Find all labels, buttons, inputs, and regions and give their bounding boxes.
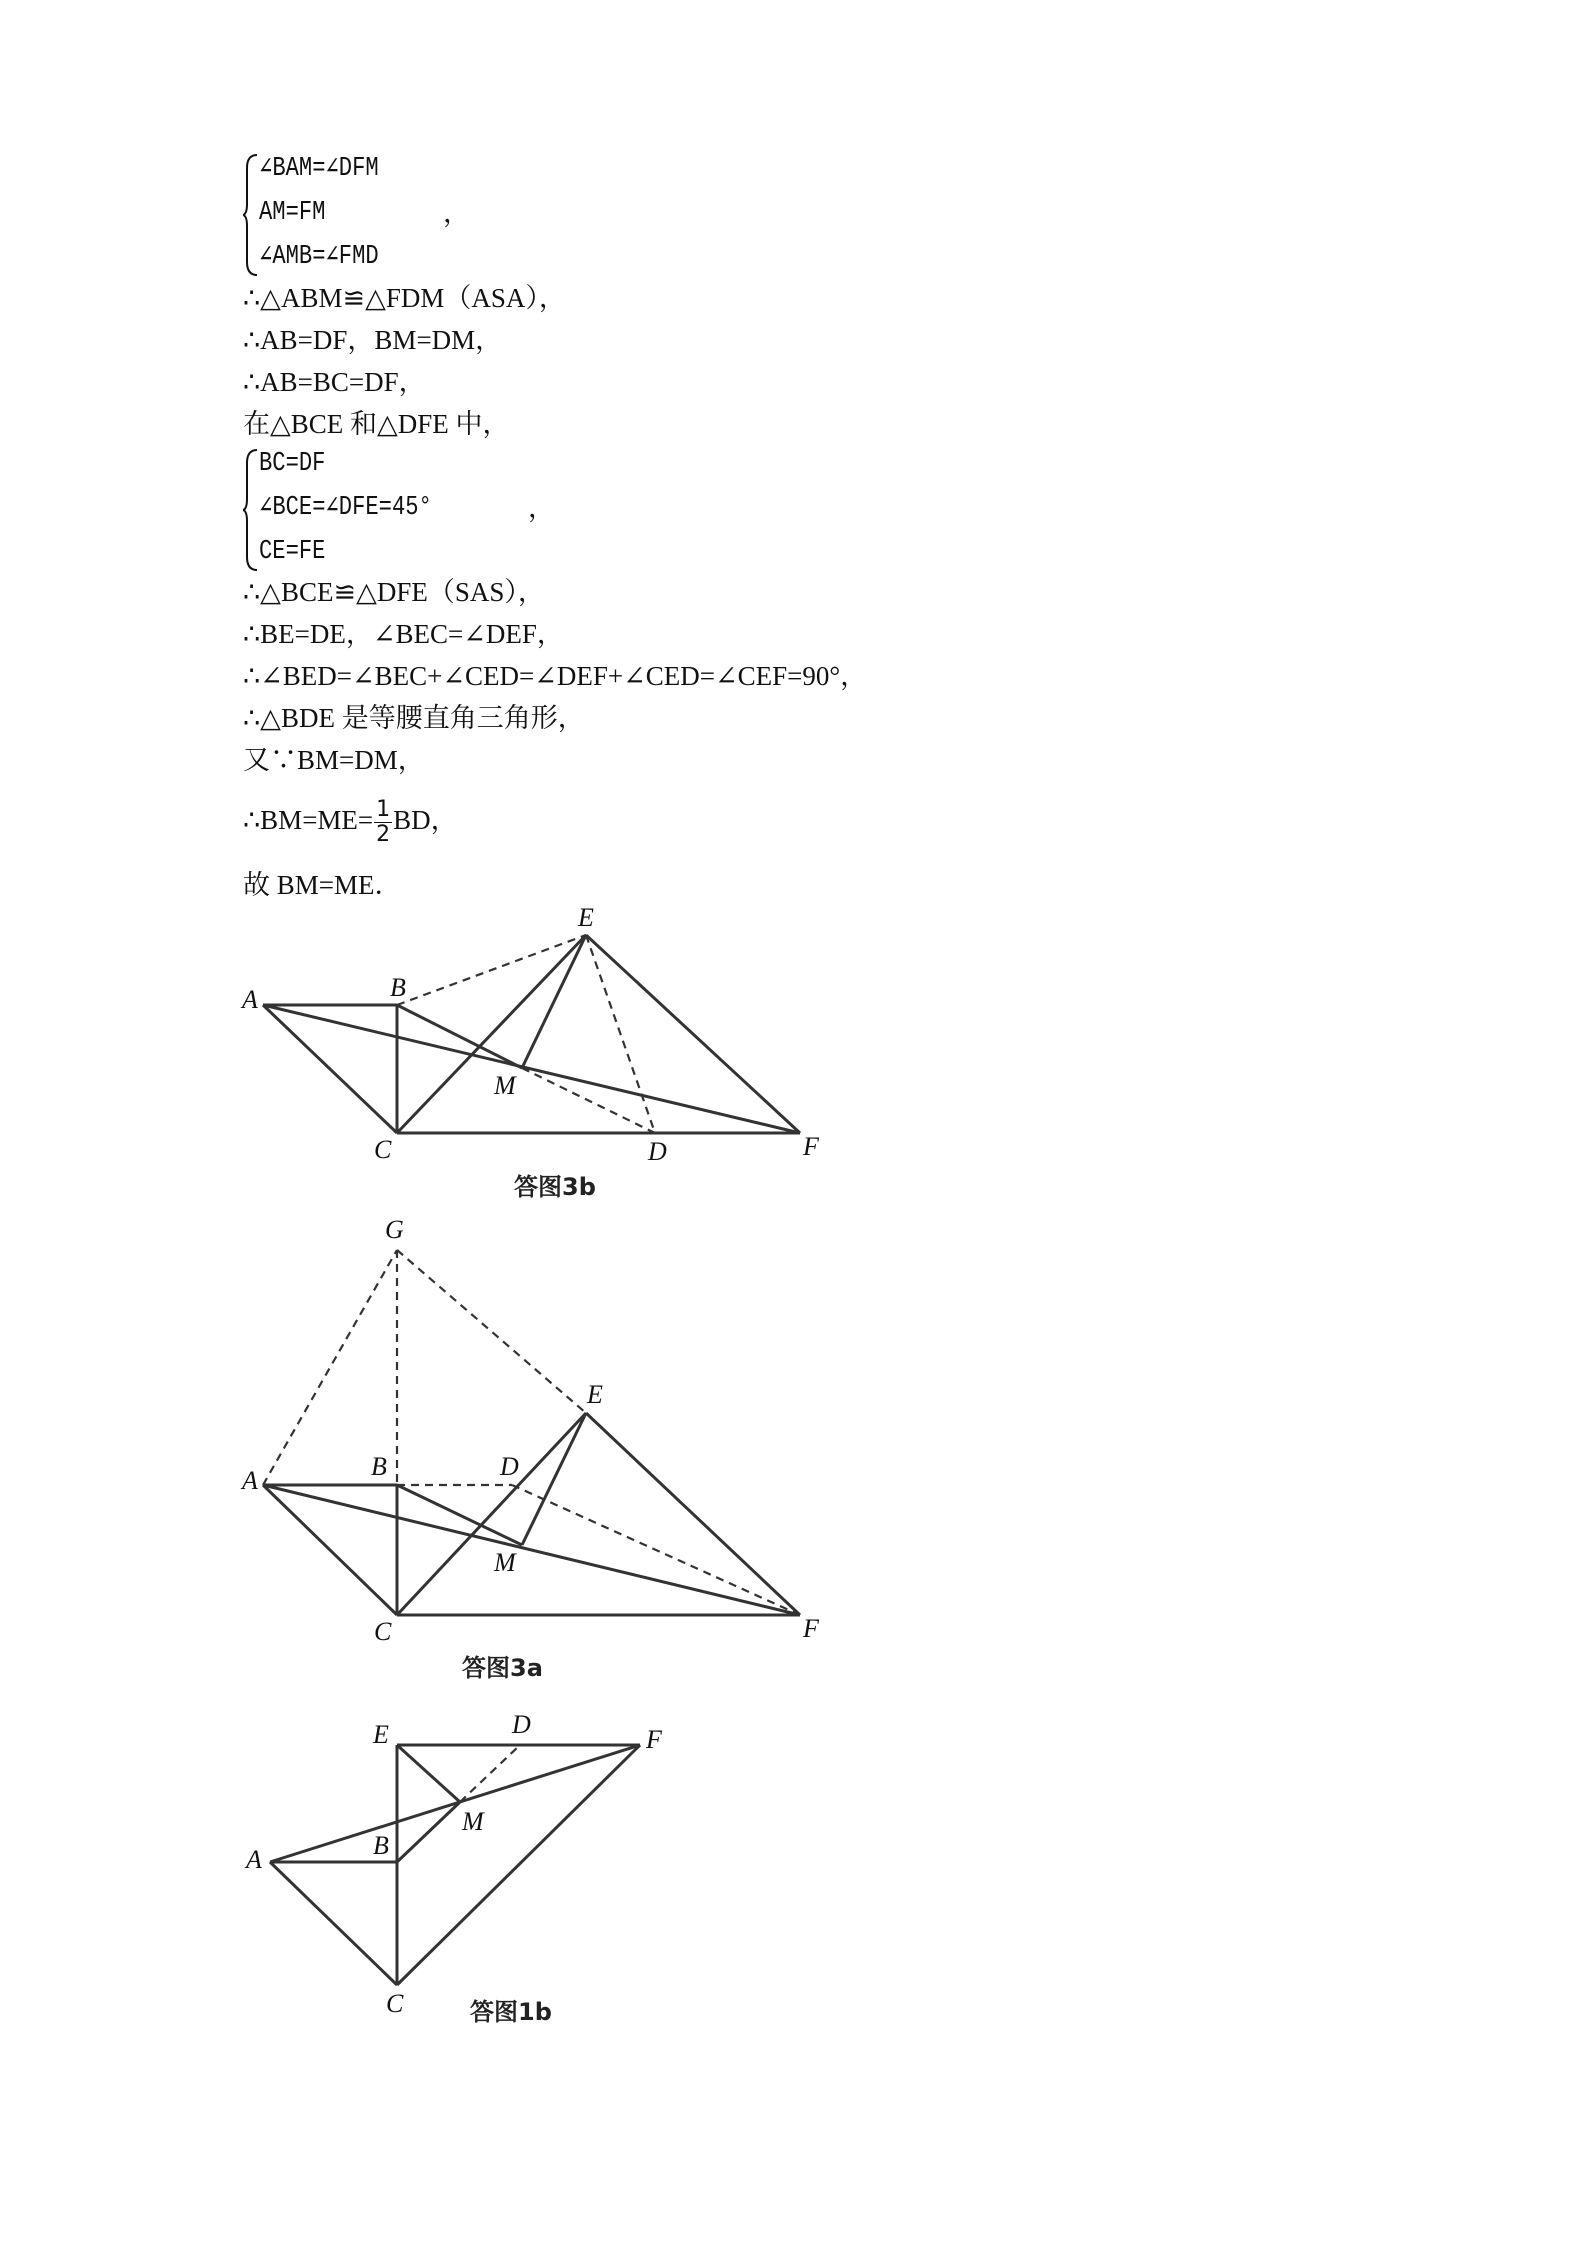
figure-caption: 答图1b: [470, 1998, 552, 2026]
proof-line: ∴∠BED=∠BEC+∠CED=∠DEF+∠CED=∠CEF=90°，: [243, 661, 868, 691]
segment-AF: [270, 1745, 640, 1862]
system-row: ∠BCE=∠DFE=45°: [259, 493, 432, 523]
point-label-F: F: [646, 1725, 662, 1754]
system-trailing-comma: ，: [443, 198, 470, 228]
point-label-M: M: [494, 1071, 516, 1100]
segment-CF: [397, 1745, 640, 1985]
point-label-A: A: [242, 1466, 258, 1495]
point-label-E: E: [587, 1380, 603, 1409]
point-label-D: D: [648, 1137, 667, 1166]
system-row: ∠AMB=∠FMD: [259, 242, 379, 272]
system-row: ∠BAM=∠DFM: [259, 154, 379, 184]
proof-line: 在△BCE 和△DFE 中，: [243, 409, 510, 439]
point-label-A: A: [246, 1845, 262, 1874]
point-label-C: C: [374, 1135, 392, 1164]
point-label-B: B: [390, 973, 406, 1002]
point-label-M: M: [462, 1807, 484, 1836]
system-row: AM=FM: [259, 198, 326, 228]
proof-line: ∴AB=BC=DF，: [243, 367, 426, 397]
proof-line: ∴BE=DE，∠BEC=∠DEF，: [243, 619, 564, 649]
proof-line: ∴△BCE≌△DFE（SAS），: [243, 577, 545, 607]
system-row: BC=DF: [259, 449, 326, 479]
segment-EM: [397, 1745, 460, 1802]
point-label-C: C: [374, 1617, 392, 1646]
point-label-F: F: [803, 1614, 819, 1643]
system-row: CE=FE: [259, 537, 326, 567]
figure-caption: 答图3b: [514, 1173, 596, 1201]
proof-line: ∴△ABM≌△FDM（ASA），: [243, 283, 566, 313]
point-label-E: E: [373, 1720, 389, 1749]
fraction-denominator: 2: [376, 822, 391, 848]
conclusion-line: 故 BM=ME．: [243, 870, 402, 900]
point-label-F: F: [803, 1132, 819, 1161]
point-label-D: D: [512, 1710, 531, 1739]
point-label-G: G: [385, 1215, 404, 1244]
point-label-D: D: [500, 1452, 519, 1481]
point-label-C: C: [386, 1989, 404, 2018]
fraction-numerator: 1: [376, 797, 391, 823]
segment-AC: [270, 1862, 397, 1985]
system-trailing-comma: ，: [528, 493, 555, 523]
fraction-suffix: BD，: [393, 805, 458, 835]
point-label-B: B: [373, 1831, 389, 1860]
figure-caption: 答图3a: [462, 1654, 543, 1682]
point-label-M: M: [494, 1548, 516, 1577]
proof-line: ∴AB=DF，BM=DM，: [243, 325, 503, 355]
point-label-A: A: [242, 985, 258, 1014]
point-label-E: E: [578, 903, 594, 932]
fraction-prefix: ∴BM=ME=: [243, 805, 374, 835]
proof-line: 又∵BM=DM，: [243, 745, 425, 775]
proof-line: ∴△BDE 是等腰直角三角形，: [243, 703, 585, 733]
point-label-B: B: [371, 1452, 387, 1481]
